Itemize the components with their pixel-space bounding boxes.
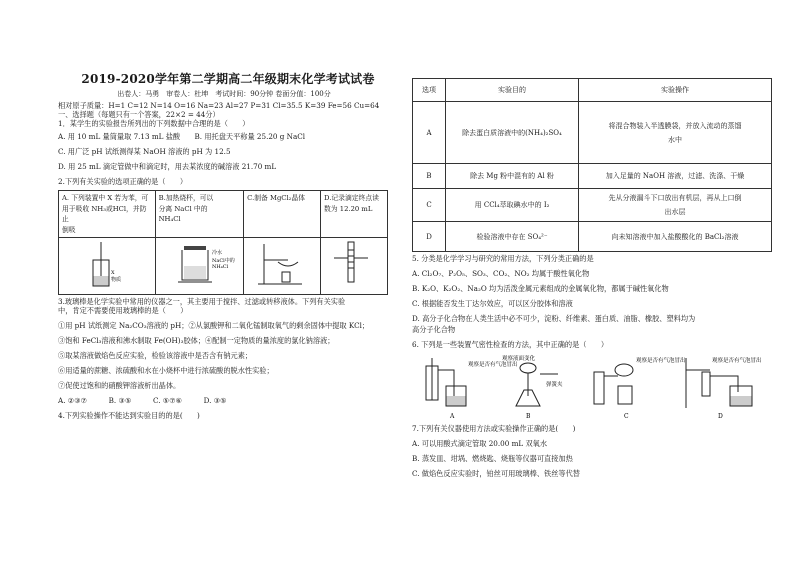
q5-option-a: A. Cl₂O₇、P₂O₅、SO₃、CO₂、NO₂ 均属于酸性氧化物 xyxy=(412,269,590,278)
q3-item-4: ⑥用适量的蔗糖、浓硫酸和水在小烧杯中进行浓硫酸的脱水性实验； xyxy=(58,366,274,375)
q6-figure-b xyxy=(502,352,580,422)
q6-figure-a xyxy=(412,352,518,422)
q2-figure-d xyxy=(321,238,388,295)
right-column xyxy=(412,78,772,478)
svg-text:物质: 物质 xyxy=(110,277,121,284)
q3-item-2: ③饱和 FeCl₃溶液和沸水制取 Fe(OH)₃胶体；④配制一定物质的量浓度的氯化钠溶液； xyxy=(58,336,335,345)
burette-figure xyxy=(324,240,384,288)
svg-text:C: C xyxy=(624,413,629,420)
q6-stem: 6. 下列是一些装置气密性检查的方法，其中正确的是（ ） xyxy=(412,340,609,349)
q5-option-d-cont: 高分子化合物 xyxy=(412,325,456,334)
q1-option-d: D. 用 25 mL 滴定管做中和滴定时，用去某浓度的碱溶液 21.70 mL xyxy=(58,162,277,171)
q1-option-c: C. 用广泛 pH 试纸测得某 NaOH 溶液的 pH 为 12.5 xyxy=(58,147,231,156)
absorption-apparatus-figure xyxy=(77,240,137,288)
svg-text:NaCl中的: NaCl中的 xyxy=(212,258,236,265)
q2-figure-b xyxy=(155,238,244,295)
svg-text:观察是否有气泡冒出: 观察是否有气泡冒出 xyxy=(712,358,762,364)
q4-header-operation: 实验操作 xyxy=(579,79,772,102)
svg-text:B: B xyxy=(526,413,531,420)
evaporation-figure xyxy=(252,240,312,288)
q2-table xyxy=(58,190,388,295)
atomic-masses: 相对原子质量：H=1 C=12 N=14 O=16 Na=23 Al=27 P=31 Cl=35.5 K=39 Fe=56 Cu=64 xyxy=(58,101,380,110)
q7-stem: 7.下列有关仪器使用方法或实验操作正确的是( ) xyxy=(412,424,576,433)
q3-options: A. ②③⑦ B. ③⑤ C. ⑤⑦⑥ D. ③⑤ xyxy=(58,396,227,405)
q5-option-c: C. 根据能否发生丁达尔效应，可以区分胶体和溶液 xyxy=(412,299,573,308)
beaker-heating-figure xyxy=(164,240,234,288)
q7-option-c: C. 做焰色反应实验时，铂丝可用玻璃棒、铁丝等代替 xyxy=(412,469,580,478)
q2-figure-a xyxy=(59,238,156,295)
q4-row-a: A 除去蛋白质溶液中的(NH₄)₂SO₄ 将混合物装入半透膜袋，并放入流动的蒸馏 水中 xyxy=(413,102,772,164)
q4-table xyxy=(412,78,772,252)
svg-text:冷水: 冷水 xyxy=(212,250,223,257)
section-heading: 一、选择题（每题只有一个答案，22×2 = 44分） xyxy=(58,110,220,119)
q7-option-a: A. 可以用酸式滴定管取 20.00 mL 双氧水 xyxy=(412,439,548,448)
q2-cell-c: C.制备 MgCl₂晶体 xyxy=(244,191,321,238)
q5-option-b: B. K₂O、K₂O₂、Na₂O 均为活泼金属元素组成的金属氧化物，都属于碱性氧化物 xyxy=(412,284,669,293)
q3-stem-line2: 中，肯定不需要使用玻璃棒的是（ ） xyxy=(58,306,188,315)
svg-text:X: X xyxy=(110,270,115,277)
svg-text:观察是否有气泡冒出: 观察是否有气泡冒出 xyxy=(468,362,518,368)
q3-item-3: ⑤取某溶液做焰色反应实验，检验该溶液中是否含有钠元素； xyxy=(58,351,253,360)
q2-figure-c xyxy=(244,238,321,295)
q4-row-c: C 用 CCl₄萃取碘水中的 I₂ 先从分液漏斗下口放出有机层，再从上口倒 出水层 xyxy=(413,189,772,222)
q4-stem: 4.下列实验操作不能达到实验目的的是( ) xyxy=(58,411,200,420)
svg-text:D: D xyxy=(718,413,723,420)
q2-cell-b: B.加热烧杯，可以 分离 NaCl 中的 NH₄Cl xyxy=(155,191,244,238)
q4-header-option: 选项 xyxy=(413,79,446,102)
q4-row-d: D 检验溶液中存在 SO₄²⁻ 向未知溶液中加入盐酸酸化的 BaCl₂溶液 xyxy=(413,222,772,252)
q3-item-5: ⑦促使过饱和的硝酸钾溶液析出晶体。 xyxy=(58,381,181,390)
q4-row-b: B 除去 Mg 粉中混有的 Al 粉 加入足量的 NaOH 溶液，过滤、洗涤、干燥 xyxy=(413,164,772,189)
exam-title: 2019-2020学年第二学期高二年级期末化学考试试卷 xyxy=(81,72,375,86)
q3-item-1: ①用 pH 试纸测定 Na₂CO₃溶液的 pH；②从氯酸钾和二氧化锰制取氧气的剩余固体中提取 KCl； xyxy=(58,321,370,330)
q7-option-b: B. 蒸发皿、坩埚、燃烧匙、烧瓶等仪器可直接加热 xyxy=(412,454,573,463)
q2-cell-d: D.记录滴定终点读 数为 12.20 mL xyxy=(321,191,388,238)
q6-figure-d xyxy=(676,352,772,422)
svg-text:观察是否有气泡冒出: 观察是否有气泡冒出 xyxy=(636,358,686,364)
q2-stem: 2.下列有关实验的选项正确的是（ ） xyxy=(58,177,188,186)
q3-stem-line1: 3.玻璃棒是化学实验中常用的仪器之一，其主要用于搅拌、过滤或转移液体。下列有关实验 xyxy=(58,297,346,306)
q6-figures xyxy=(412,352,772,422)
svg-text:A: A xyxy=(450,413,455,420)
exam-meta: 出卷人：马勇 审卷人：杜坤 考试时间：90分钟 卷面分值：100分 xyxy=(117,90,331,98)
q6-figure-c xyxy=(588,352,686,422)
q1-stem: 1．某学生的实验报告所列出的下列数据中合理的是（ ） xyxy=(58,119,250,128)
q5-option-d: D. 高分子化合物在人类生活中必不可少，淀粉、纤维素、蛋白质、油脂、橡胶、塑料均为 xyxy=(412,314,696,323)
left-column xyxy=(58,70,390,420)
q1-option-ab: A. 用 10 mL 量筒量取 7.13 mL 盐酸 B. 用托盘天平称量 25.20 g NaCl xyxy=(58,132,306,141)
svg-text:弹簧夹: 弹簧夹 xyxy=(546,382,563,388)
svg-text:观察液面变化: 观察液面变化 xyxy=(502,356,536,362)
q2-cell-a: A. 下列装置中 X 若为苯，可 用于吸收 NH₃或HCl，并防止 倒吸 xyxy=(59,191,156,238)
q4-header-goal: 实验目的 xyxy=(446,79,579,102)
svg-text:NH₄Cl: NH₄Cl xyxy=(212,264,229,271)
q5-stem: 5. 分类是化学学习与研究的常用方法，下列分类正确的是 xyxy=(412,254,594,263)
